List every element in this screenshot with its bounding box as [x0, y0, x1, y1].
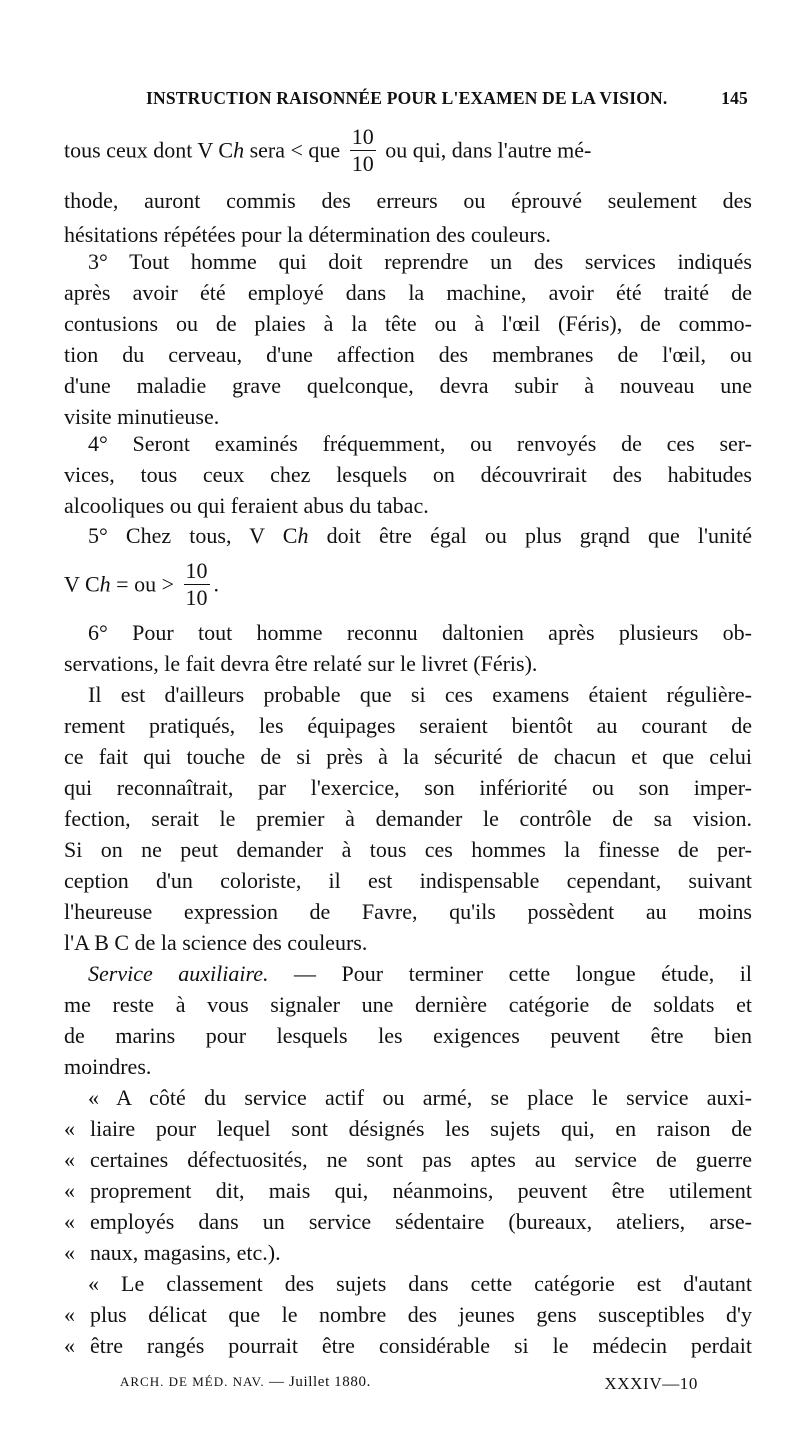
- text-line: fection, serait le premier à demander le contrôle de sa vision.: [64, 806, 752, 831]
- variable-h: h: [233, 137, 245, 163]
- text-line: « Le classement des sujets dans cette catégorie est d'autant: [88, 1271, 752, 1296]
- text-line: ce fait qui touche de si près à la sécurité de chacun et que celui: [64, 744, 752, 769]
- text-line: hésitations répétées pour la détermination des couleurs.: [64, 222, 551, 247]
- footer-signature: XXXIV—10: [604, 1374, 698, 1393]
- fraction-denominator: 10: [185, 585, 208, 610]
- footer-journal: [120, 1374, 371, 1391]
- fraction-denominator: 10: [351, 151, 374, 176]
- text-run: = ou >: [110, 571, 174, 597]
- running-title: INSTRUCTION RAISONNÉE POUR L'EXAMEN DE LA VISION.: [146, 88, 668, 108]
- text-run: sera < que: [244, 137, 341, 163]
- fraction-numerator: 10: [351, 124, 374, 149]
- text-line: servations, le fait devra être relaté sur le livret (Féris).: [64, 651, 538, 676]
- text-line: moindres.: [64, 1054, 152, 1079]
- page-number: 145: [721, 88, 748, 108]
- text-line: rement pratiqués, les équipages seraient bientôt au courant de: [64, 713, 752, 738]
- quote-mark: «: [64, 1240, 75, 1265]
- text-line: alcooliques ou qui feraient abus du tabac.: [64, 493, 429, 518]
- text-run: 5° Chez tous, V C: [88, 523, 298, 548]
- text-run: naux, magasins, etc.).: [90, 1240, 281, 1265]
- text-run: doit être égal ou plus grąnd que l'unité: [308, 523, 752, 548]
- quote-mark: «: [64, 1333, 75, 1358]
- formula-line: [64, 558, 752, 611]
- quoted-line: [64, 1146, 752, 1174]
- quoted-line: [64, 1115, 752, 1143]
- text-line: qui reconnaîtrait, par l'exercice, son infériorité ou son imper-: [64, 775, 752, 800]
- text-line: de marins pour lesquels les exigences peuvent être bien: [64, 1023, 752, 1048]
- text-line: 3° Tout homme qui doit reprendre un des services indiqués: [88, 249, 752, 274]
- quote-mark: «: [64, 1116, 75, 1141]
- quote-mark: «: [64, 1302, 75, 1327]
- text-line: l'A B C de la science des couleurs.: [64, 930, 368, 955]
- variable-h: h: [297, 523, 309, 548]
- text-line: Il est d'ailleurs probable que si ces examens étaient régulière-: [88, 682, 752, 707]
- quoted-line: [64, 1332, 752, 1360]
- text-line: vices, tous ceux chez lesquels on découvrirait des habitudes: [64, 462, 752, 487]
- fraction: [350, 126, 376, 175]
- text-line: visite minutieuse.: [64, 404, 220, 429]
- footer-dash: —: [264, 1374, 289, 1390]
- text-line: ception d'un coloriste, il est indispensable cependant, suivant: [64, 868, 752, 893]
- quote-mark: «: [64, 1178, 75, 1203]
- text-run: .: [213, 571, 219, 597]
- text-run: proprement dit, mais qui, néanmoins, peuvent être utilement: [90, 1178, 752, 1203]
- text-run: — Pour terminer cette longue étude, il: [268, 961, 752, 986]
- document-page: [64, 0, 752, 1435]
- quoted-line: [64, 1301, 752, 1329]
- text-run: tous ceux dont V C: [64, 137, 234, 163]
- text-run: être rangés pourrait être considérable si le médecin perdait: [90, 1333, 752, 1358]
- section-heading-italic: Service auxiliaire.: [88, 961, 269, 986]
- text-run: certaines défectuosités, ne sont pas aptes au service de guerre: [90, 1147, 752, 1172]
- text-line: [88, 960, 752, 988]
- text-run: plus délicat que le nombre des jeunes gens susceptibles d'y: [90, 1302, 752, 1327]
- text-line: [88, 522, 752, 550]
- quote-mark: «: [64, 1147, 75, 1172]
- footer-date: Juillet 1880.: [288, 1374, 371, 1390]
- quote-mark: «: [64, 1209, 75, 1234]
- text-run: ou qui, dans l'autre mé-: [385, 137, 592, 163]
- text-line: contusions ou de plaies à la tête ou à l'œil (Féris), de commo-: [64, 311, 752, 336]
- text-run: liaire pour lequel sont désignés les sujets qui, en raison de: [90, 1116, 752, 1141]
- text-line: Si on ne peut demander à tous ces hommes la finesse de per-: [64, 837, 752, 862]
- footer-journal-name: ARCH. DE MÉD. NAV.: [120, 1374, 265, 1389]
- text-line: après avoir été employé dans la machine, avoir été traité de: [64, 280, 752, 305]
- text-line: 6° Pour tout homme reconnu daltonien après plusieurs ob-: [88, 620, 752, 645]
- quoted-line: [64, 1177, 752, 1205]
- text-line: 4° Seront examinés fréquemment, ou renvoyés de ces ser-: [88, 431, 752, 456]
- text-line: [64, 124, 752, 177]
- quoted-line: [64, 1208, 752, 1236]
- text-line: d'une maladie grave quelconque, devra subir à nouveau une: [64, 373, 752, 398]
- text-line: thode, auront commis des erreurs ou éprouvé seulement des: [64, 188, 752, 213]
- fraction: [184, 560, 210, 609]
- text-line: l'heureuse expression de Favre, qu'ils possèdent au moins: [64, 899, 752, 924]
- fraction-numerator: 10: [185, 558, 208, 583]
- text-run: employés dans un service sédentaire (bureaux, ateliers, arse-: [90, 1209, 752, 1234]
- variable-h: h: [99, 571, 111, 597]
- quoted-line: [64, 1239, 752, 1267]
- text-run: V C: [64, 571, 100, 597]
- text-line: tion du cerveau, d'une affection des membranes de l'œil, ou: [64, 342, 752, 367]
- text-line: me reste à vous signaler une dernière catégorie de soldats et: [64, 992, 752, 1017]
- text-line: « A côté du service actif ou armé, se place le service auxi-: [88, 1085, 752, 1110]
